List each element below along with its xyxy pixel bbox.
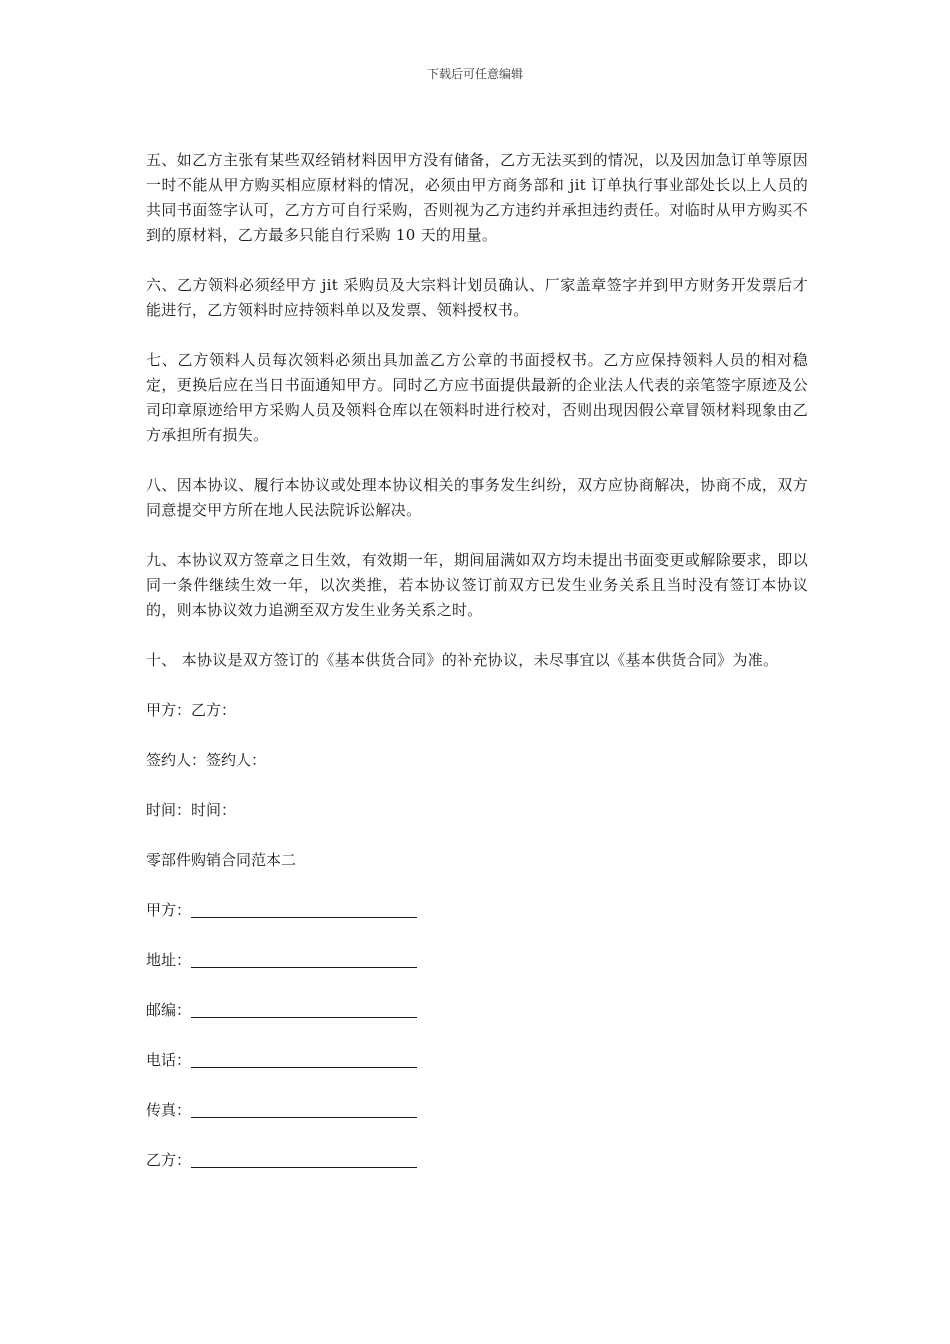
second-contract-title: 零部件购销合同范本二 xyxy=(146,851,297,869)
field-party-b xyxy=(146,1148,808,1173)
field-label: 电话： xyxy=(146,1051,192,1069)
blank-underline xyxy=(191,1150,417,1168)
field-label: 地址： xyxy=(146,951,192,969)
signature-signers: 签约人：签约人： xyxy=(146,751,267,769)
signature-parties: 甲方：乙方： xyxy=(146,701,237,719)
field-address xyxy=(146,948,808,973)
field-postcode xyxy=(146,998,808,1023)
clause-7: 七、乙方领料人员每次领料必须出具加盖乙方公章的书面授权书。乙方应保持领料人员的相对稳定，更换后应在当日书面通知甲方。同时乙方应书面提供最新的企业法人代表的亲笔签字原迹及公司印章原迹给甲方采购人员及领料仓库以在领料时进行校对，否则出现因假公章冒领材料现象由乙方承担所有损失。 xyxy=(146,351,808,444)
field-label: 传真： xyxy=(146,1101,192,1119)
blank-underline xyxy=(191,1050,417,1068)
blank-underline xyxy=(191,950,417,968)
field-label: 邮编： xyxy=(146,1001,192,1019)
field-label: 乙方： xyxy=(146,1151,192,1169)
signature-dates: 时间：时间： xyxy=(146,801,237,819)
field-phone xyxy=(146,1048,808,1073)
field-fax xyxy=(146,1098,808,1123)
document-body xyxy=(146,148,808,1198)
clause-8: 八、因本协议、履行本协议或处理本协议相关的事务发生纠纷，双方应协商解决，协商不成，双方同意提交甲方所在地人民法院诉讼解决。 xyxy=(146,476,808,519)
blank-underline xyxy=(191,900,417,918)
page-header-note: 下载后可任意编辑 xyxy=(426,67,523,81)
blank-underline xyxy=(191,1100,417,1118)
clause-10: 十、 本协议是双方签订的《基本供货合同》的补充协议，未尽事宜以《基本供货合同》为准。 xyxy=(146,651,779,669)
clause-5: 五、如乙方主张有某些双经销材料因甲方没有储备，乙方无法买到的情况，以及因加急订单等原因一时不能从甲方购买相应原材料的情况，必须由甲方商务部和 jit 订单执行事业部处长以上人员的共同书面签字认可，乙方方可自行采购，否则视为乙方违约并承担违约责任。对临时从甲方购买不到的原材料，乙方最多只能自行采购 10 天的用量。 xyxy=(146,151,808,244)
clause-9: 九、本协议双方签章之日生效，有效期一年，期间届满如双方均未提出书面变更或解除要求，即以同一条件继续生效一年，以次类推，若本协议签订前双方已发生业务关系且当时没有签订本协议的，则本协议效力追溯至双方发生业务关系之时。 xyxy=(146,551,808,619)
field-party-a xyxy=(146,898,808,923)
field-label: 甲方： xyxy=(146,901,192,919)
blank-underline xyxy=(191,1000,417,1018)
clause-6: 六、乙方领料必须经甲方 jit 采购员及大宗料计划员确认、厂家盖章签字并到甲方财务开发票后才能进行，乙方领料时应持领料单以及发票、领料授权书。 xyxy=(146,276,808,319)
